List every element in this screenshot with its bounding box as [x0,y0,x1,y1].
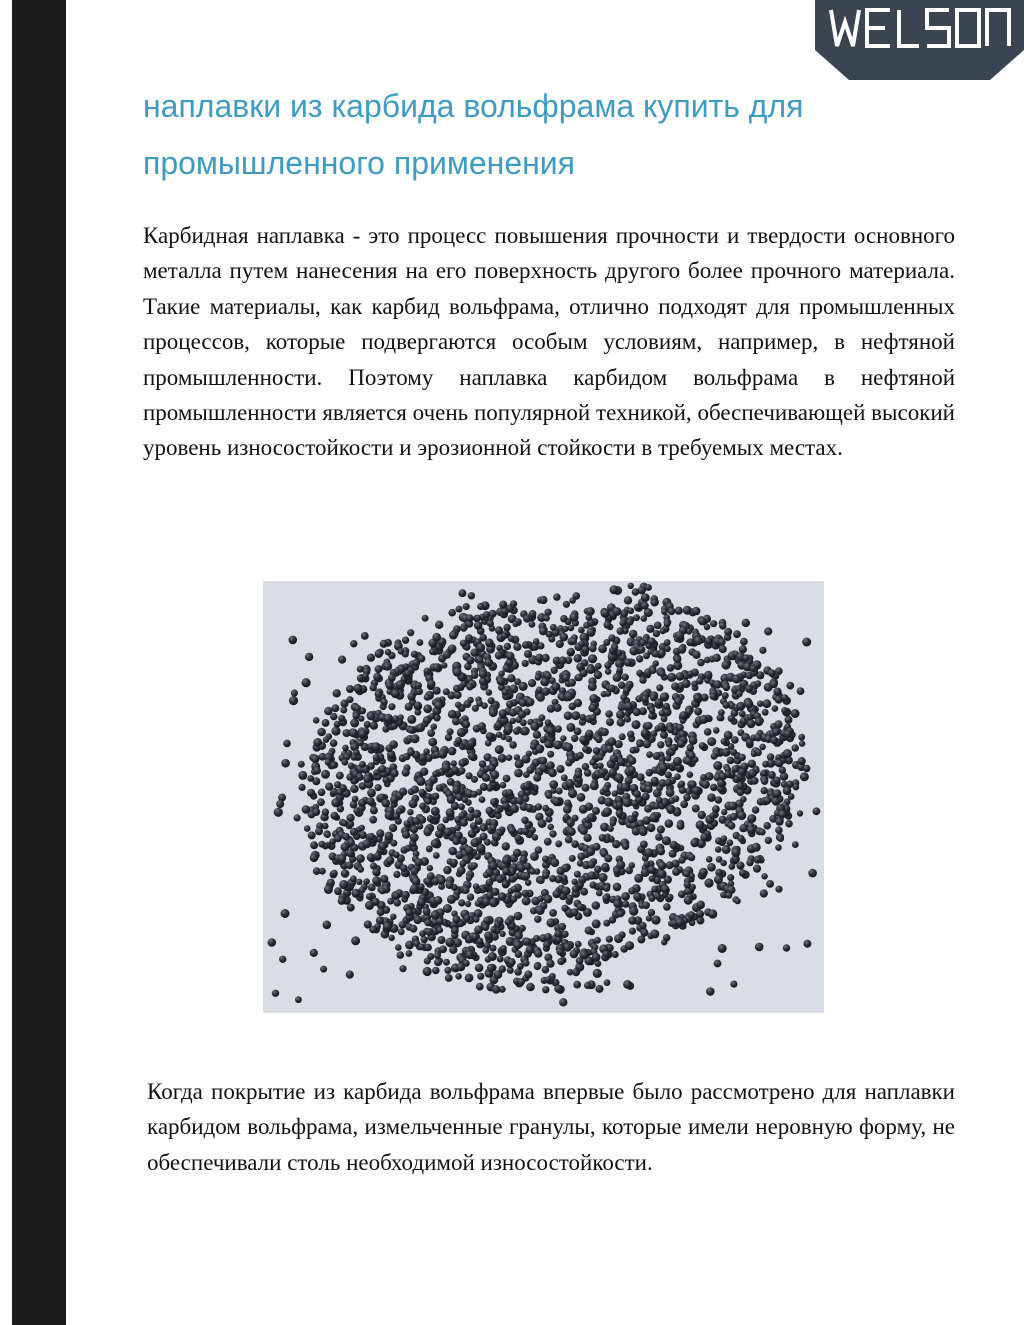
closing-paragraph: Когда покрытие из карбида вольфрама впервые было рассмотрено для наплавки карбидом вольфрама, измельченные гранулы, которые имели неровную форму, не обеспечивали столь необходимой износостойкости. [147,1079,955,1175]
left-sidebar-bar [12,0,66,1325]
intro-paragraph: Карбидная наплавка - это процесс повышения прочности и твердости основного металла путем нанесения на его поверхность другого более прочного материала. Такие материалы, как карбид вольфрама, отлично подходят для промышленных процессов, которые подвергаются особым условиям, например, в нефтяной промышленности. Поэтому наплавка карбидом вольфрама в нефтяной промышленности является очень популярной техникой, обеспечивающей высокий уровень износостойкости и эрозионной стойкости в требуемых местах. [143,223,955,461]
welson-logo [815,0,1024,80]
page-heading: наплавки из карбида вольфрама купить для промышленного применения [143,88,804,181]
tungsten-carbide-pellets-photo [263,581,824,1013]
